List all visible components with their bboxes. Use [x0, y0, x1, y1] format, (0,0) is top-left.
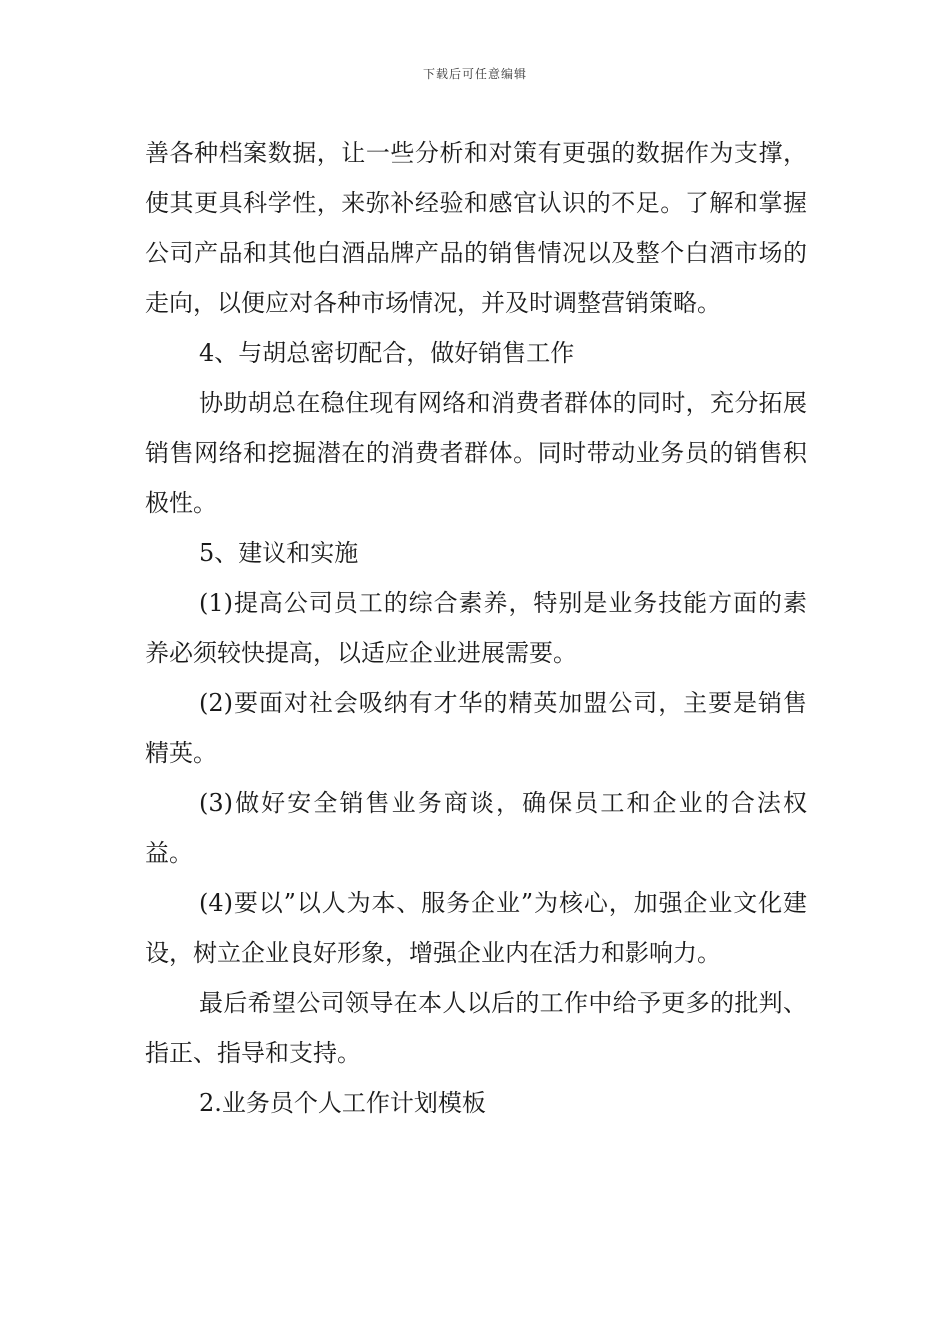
- section-heading-5: 5、建议和实施: [199, 539, 359, 567]
- suggestion-item-4: (4)要以”以人为本、服务企业”为核心，加强企业文化建设，树立企业良好形象，增强企业内在活力和影响力。: [145, 889, 807, 967]
- suggestion-item-1: (1)提高公司员工的综合素养，特别是业务技能方面的素养必须较快提高，以适应企业进展需要。: [145, 589, 807, 667]
- header-note: 下载后可任意编辑: [422, 67, 527, 81]
- paragraph-continued: 善各种档案数据，让一些分析和对策有更强的数据作为支撑，使其更具科学性，来弥补经验和感官认识的不足。了解和掌握公司产品和其他白酒品牌产品的销售情况以及整个白酒市场的走向，以便应对各种市场情况，并及时调整营销策略。: [145, 139, 807, 317]
- suggestion-item-3: (3)做好安全销售业务商谈，确保员工和企业的合法权益。: [145, 789, 807, 867]
- document-body: [145, 128, 807, 1128]
- paragraph-cooperation: 协助胡总在稳住现有网络和消费者群体的同时，充分拓展销售网络和挖掘潜在的消费者群体。同时带动业务员的销售积极性。: [145, 389, 807, 517]
- section-heading-4: 4、与胡总密切配合，做好销售工作: [199, 339, 575, 367]
- next-section-title: 2.业务员个人工作计划模板: [199, 1089, 486, 1117]
- suggestion-item-2: (2)要面对社会吸纳有才华的精英加盟公司，主要是销售精英。: [145, 689, 807, 767]
- closing-paragraph: 最后希望公司领导在本人以后的工作中给予更多的批判、指正、指导和支持。: [145, 989, 807, 1067]
